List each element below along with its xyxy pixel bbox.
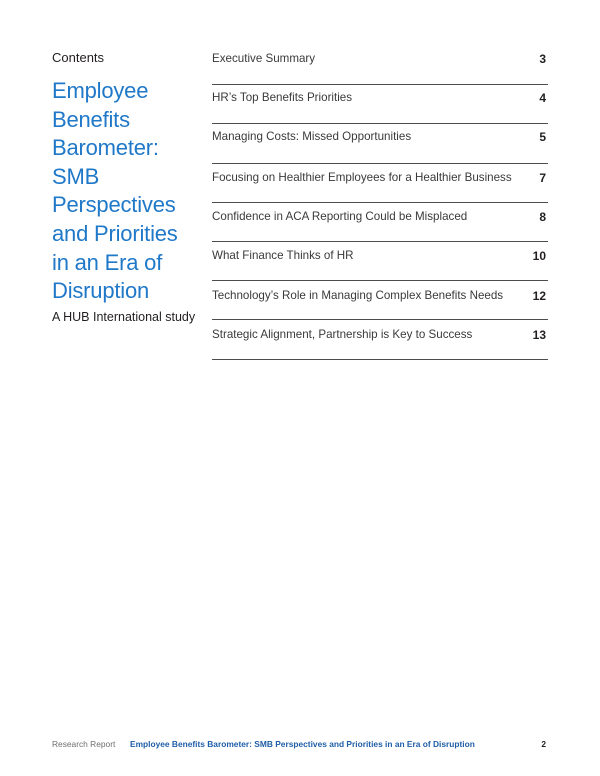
title-line: Perspectives: [52, 192, 176, 218]
toc-entry-page: 10: [532, 248, 546, 263]
toc-entry-title: Confidence in ACA Reporting Could be Misplaced: [212, 209, 468, 223]
toc-entry-title: Technology’s Role in Managing Complex Benefits Needs: [212, 289, 504, 303]
page-footer: [52, 739, 548, 753]
toc-entry-page: 7: [539, 170, 546, 185]
toc-entry-executive-summary[interactable]: [212, 46, 548, 85]
footer-label: Research Report: [52, 739, 116, 749]
title-line: Barometer:: [52, 135, 159, 161]
toc-entry-title: Focusing on Healthier Employees for a Healthier Business: [212, 170, 512, 184]
title-line: Benefits: [52, 106, 130, 132]
title-line: SMB: [52, 163, 100, 189]
title-line: Disruption: [52, 278, 150, 304]
report-title: [52, 77, 202, 306]
toc-entry-hr-priorities[interactable]: [212, 85, 548, 124]
title-line: in an Era of: [52, 249, 163, 275]
toc-entry-page: 13: [532, 328, 546, 343]
toc-entry-finance-thinks[interactable]: [212, 242, 548, 281]
toc-entry-title: What Finance Thinks of HR: [212, 248, 354, 262]
toc-entry-strategic-alignment[interactable]: [212, 320, 548, 359]
toc-entry-page: 5: [539, 130, 546, 145]
table-of-contents: [212, 46, 548, 360]
toc-entry-title: Managing Costs: Missed Opportunities: [212, 130, 412, 144]
toc-entry-title: Executive Summary: [212, 52, 316, 65]
toc-entry-title: HR’s Top Benefits Priorities: [212, 91, 353, 105]
toc-entry-managing-costs[interactable]: [212, 124, 548, 163]
footer-title: Employee Benefits Barometer: SMB Perspectives and Priorities in an Era of Disruption: [130, 739, 475, 749]
footer-page-number: 2: [541, 739, 546, 749]
toc-entry-aca-reporting[interactable]: [212, 203, 548, 242]
toc-entry-page: 4: [539, 91, 546, 106]
report-subtitle: A HUB International study: [52, 310, 196, 324]
toc-entry-technology-role[interactable]: [212, 281, 548, 320]
contents-label: Contents: [52, 50, 105, 65]
toc-entry-healthier-employees[interactable]: [212, 164, 548, 203]
toc-entry-title: Strategic Alignment, Partnership is Key to Success: [212, 328, 473, 342]
toc-entry-page: 8: [539, 209, 546, 224]
title-line: and Priorities: [52, 220, 178, 246]
title-line: Employee: [52, 78, 149, 103]
toc-entry-page: 3: [539, 52, 546, 66]
toc-entry-page: 12: [532, 289, 546, 304]
